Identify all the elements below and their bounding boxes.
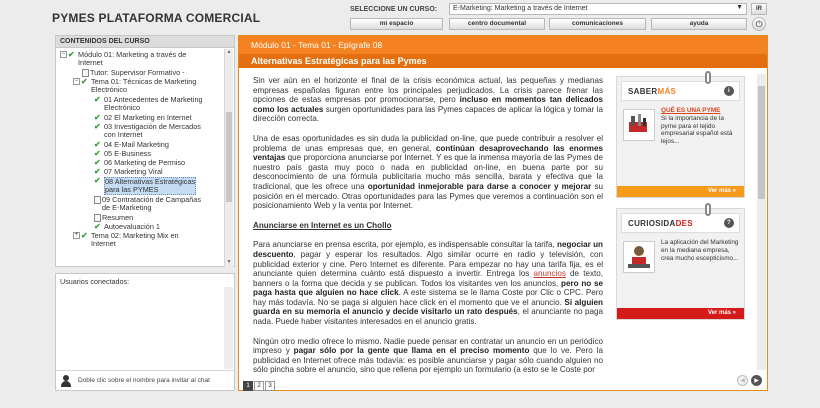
check-icon: ✔ [94, 167, 101, 176]
scroll-thumb[interactable] [226, 112, 232, 202]
section-subtitle: Anunciarse en Internet es un Chollo [253, 220, 392, 230]
paragraph: Una de esas oportunidades es sin duda la publicidad on-line, que puede contribuir a resolver el problema de unas empresas que, en general, continúan desaprovechando las enormes ventajas que proporciona anunciarse por Internet. Y es que la inmensa mayoría de las Pymes de nuestro país gasta muy poco o nada en publicidad on-line, en buena parte por su desconocimiento de una fórmula publicitaria mucho más sencilla, barata y efectiva que la tradicional, que les ofrece una oportunidad inmejorable para darse a conocer y mejorar su posición en el mercado. Otras oportunidades para las Pymes que veremos a continuación son el posicionamiento Web y la venta por Internet. [253, 133, 604, 211]
tree-node-09[interactable] [94, 196, 201, 212]
pagination [243, 374, 276, 389]
nav-ayuda[interactable]: ayuda [651, 18, 747, 30]
paragraph: Para anunciarse en prensa escrita, por ejemplo, es indispensable consultar la tarifa, negociar un descuento, pagar y esperar los resultados. Algo similar ocurre en radio y televisión, con publicidad exterior y cine. Pero Internet es diferente. Para empezar no hay una tarifa fija, es el anunciante quien determina cuánto está dispuesto a invertir. Entrega los anuncios de texto, banners o la forma que decida y se publican. Todos los visitantes ven los anuncios, pero no se paga hasta que alguien no hace click. A este sistema se le llama Coste por Clic o CPC. Pero hay más todavía. No se paga si alguien hace click en el momento que ve el anuncio. Sí alguien guarda en su memoria el anuncio y decide visitarlo un rato después, el anunciante no paga nada. Puede haber visitantes interesados en el anuncio gratis. [253, 240, 603, 327]
info-icon: i [724, 86, 734, 96]
document-icon [94, 196, 101, 204]
tree-label: Tema 01: Técnicas de Marketing [91, 77, 197, 86]
card-text: Si la importancia de la pyme para el tejido empresarial español está lejos... [661, 114, 733, 146]
tree-node-03[interactable] [94, 123, 201, 139]
check-icon: ✔ [68, 50, 75, 59]
prev-page-icon[interactable]: ◀ [737, 375, 748, 386]
curiosidades-card [616, 208, 745, 320]
page-1-button[interactable]: 1 [243, 381, 253, 391]
anuncios-link[interactable]: anuncios [533, 269, 566, 279]
user-icon [61, 375, 71, 387]
check-icon: ✔ [81, 77, 88, 86]
scroll-down-icon[interactable]: ▼ [226, 259, 232, 265]
collapse-icon[interactable]: − [61, 51, 66, 57]
check-icon: ✔ [94, 140, 101, 149]
paragraph: Ningún otro medio ofrece lo mismo. Nadie puede pensar en contratar un anuncio en un periódico impreso y pagar sólo por la gente que llama en el preciso momento que lo ve. Pero la publicidad en Internet ofrece más todavía: es posible anunciarse y pagar sólo cuando alguien no sólo pincha sobre el anuncio, sino que rellena por ejemplo un formulario (a esto se le Coste por [253, 336, 603, 375]
collapse-icon[interactable]: − [74, 78, 79, 84]
tree-label: 04 E-Mail Marketing [104, 140, 169, 149]
ver-mas-button[interactable]: Ver más » [617, 186, 744, 197]
brand-title: PYMES PLATAFORMA COMERCIAL [52, 11, 261, 25]
tree-node-06[interactable] [94, 159, 185, 167]
tree-label: Tema 02: Marketing Mix en [91, 231, 179, 240]
ver-mas-button[interactable]: Ver más » [617, 308, 744, 319]
tree-node-08-selected[interactable] [94, 177, 196, 195]
tree-label: Electrónico [104, 103, 141, 112]
go-button[interactable]: IR [751, 3, 767, 15]
tree-label: Internet [91, 239, 116, 248]
tree-node-resumen[interactable] [94, 214, 133, 222]
content-scrollbar[interactable] [757, 74, 766, 370]
tree-label: Resumen [102, 213, 134, 222]
check-icon: ✔ [94, 222, 101, 231]
paragraph: Sin ver aún en el horizonte el final de la crisis económica actual, las pequeñas y medianas empresas españolas figuran entre los principales perjudicados. La crisis parece frenar las opciones de estas empresas por promocionarse, pero incluso en momentos tan delicados como los actuales surgen oportunidades para las Pymes capaces de aplicar la lógica y tomar la dirección correcta. [253, 76, 603, 124]
power-icon[interactable]: ⏻ [752, 17, 766, 31]
nav-centro-documental[interactable]: centro documental [449, 18, 545, 30]
person-image [623, 241, 655, 273]
tree-node-autoevaluacion[interactable] [94, 223, 160, 231]
chevron-down-icon: ▼ [736, 4, 743, 11]
check-icon: ✔ [94, 122, 101, 131]
tree-label: para las PYMES [105, 185, 159, 194]
tree-node-02[interactable] [94, 114, 192, 122]
scroll-thumb[interactable] [758, 86, 765, 199]
nav-mi-espacio[interactable]: mi espacio [350, 18, 443, 30]
expand-icon[interactable]: + [74, 232, 79, 238]
tree-label: 08 Alternativas Estratégicas [105, 177, 196, 186]
tree-label: Autoevaluación 1 [104, 222, 160, 231]
check-icon: ✔ [94, 113, 101, 122]
tree-node-07[interactable] [94, 168, 163, 176]
scroll-up-icon[interactable]: ▲ [226, 49, 232, 55]
tree-label: 07 Marketing Viral [104, 167, 163, 176]
check-icon: ✔ [94, 158, 101, 167]
tree-label: de E-Marketing [102, 203, 152, 212]
connected-users-title: Usuarios conectados: [60, 277, 130, 286]
clip-icon [705, 203, 711, 216]
tree-node-tema-02[interactable] [73, 232, 179, 248]
info-icon: ? [724, 218, 734, 228]
tree-scrollbar[interactable] [224, 49, 233, 267]
nav-comunicaciones[interactable]: comunicaciones [549, 18, 646, 30]
tree-label: Electrónico [91, 85, 128, 94]
document-icon [94, 214, 101, 222]
check-icon: ✔ [94, 149, 101, 158]
tree-node-modulo-01[interactable] [60, 51, 186, 67]
next-page-icon[interactable]: ▶ [751, 375, 762, 386]
tree-label: Módulo 01: Marketing a través de [78, 50, 187, 59]
clip-icon [705, 71, 711, 84]
course-select-label: SELECCIONE UN CURSO: [350, 6, 438, 13]
card-text: La aplicación del Marketing en la mediana empresa, crea mucho escepticismo... [661, 239, 739, 262]
que-es-pyme-link[interactable]: QUÉ ES UNA PYME [661, 107, 721, 114]
saber-mas-heading: SABERMÁS i [621, 81, 740, 101]
tree-label: 02 El Marketing en Internet [104, 113, 192, 122]
tree-label: 01 Antecedentes de Marketing [104, 95, 203, 104]
tree-node-05[interactable] [94, 150, 151, 158]
tree-node-tema-01[interactable] [73, 78, 196, 94]
course-contents-title: CONTENIDOS DEL CURSO [56, 36, 234, 48]
check-icon: ✔ [94, 176, 101, 185]
tree-label: 06 Marketing de Permiso [104, 158, 186, 167]
course-contents-panel [55, 35, 235, 267]
course-tree [56, 49, 224, 267]
lesson-panel [238, 35, 768, 391]
course-select[interactable] [449, 3, 747, 15]
tree-label: 03 Investigación de Mercados [104, 122, 201, 131]
tree-label: Internet [78, 58, 103, 67]
tree-node-01[interactable] [94, 96, 203, 112]
curiosidades-heading: CURIOSIDADES ? [621, 213, 740, 233]
tree-node-04[interactable] [94, 141, 169, 149]
check-icon: ✔ [81, 231, 88, 240]
check-icon: ✔ [94, 95, 101, 104]
tree-label: 09 Contratación de Campañas [102, 195, 201, 204]
page-2-button[interactable]: 2 [254, 381, 264, 391]
document-icon [82, 69, 89, 77]
tree-node-tutor[interactable] [82, 69, 185, 77]
course-select-value: E-Marketing: Marketing a través de Internet [453, 5, 588, 12]
connected-users-panel [55, 273, 235, 391]
chat-hint-text: Doble clic sobre el nombre para invitar al chat [78, 377, 210, 384]
users-scrollbar[interactable] [224, 287, 233, 369]
saber-mas-card [616, 76, 745, 198]
lesson-title: Alternativas Estratégicas para las Pymes [239, 54, 767, 68]
tree-label: Tutor: Supervisor Formativo - [90, 68, 185, 77]
breadcrumb: Módulo 01 - Tema 01 - Epígrafe 08 [239, 36, 767, 54]
tree-label: 05 E-Business [104, 149, 152, 158]
tree-label: con Internet [104, 130, 143, 139]
chat-hint [56, 370, 234, 390]
page-3-button[interactable]: 3 [265, 381, 275, 391]
tools-image [623, 109, 655, 141]
lesson-article [253, 76, 604, 375]
